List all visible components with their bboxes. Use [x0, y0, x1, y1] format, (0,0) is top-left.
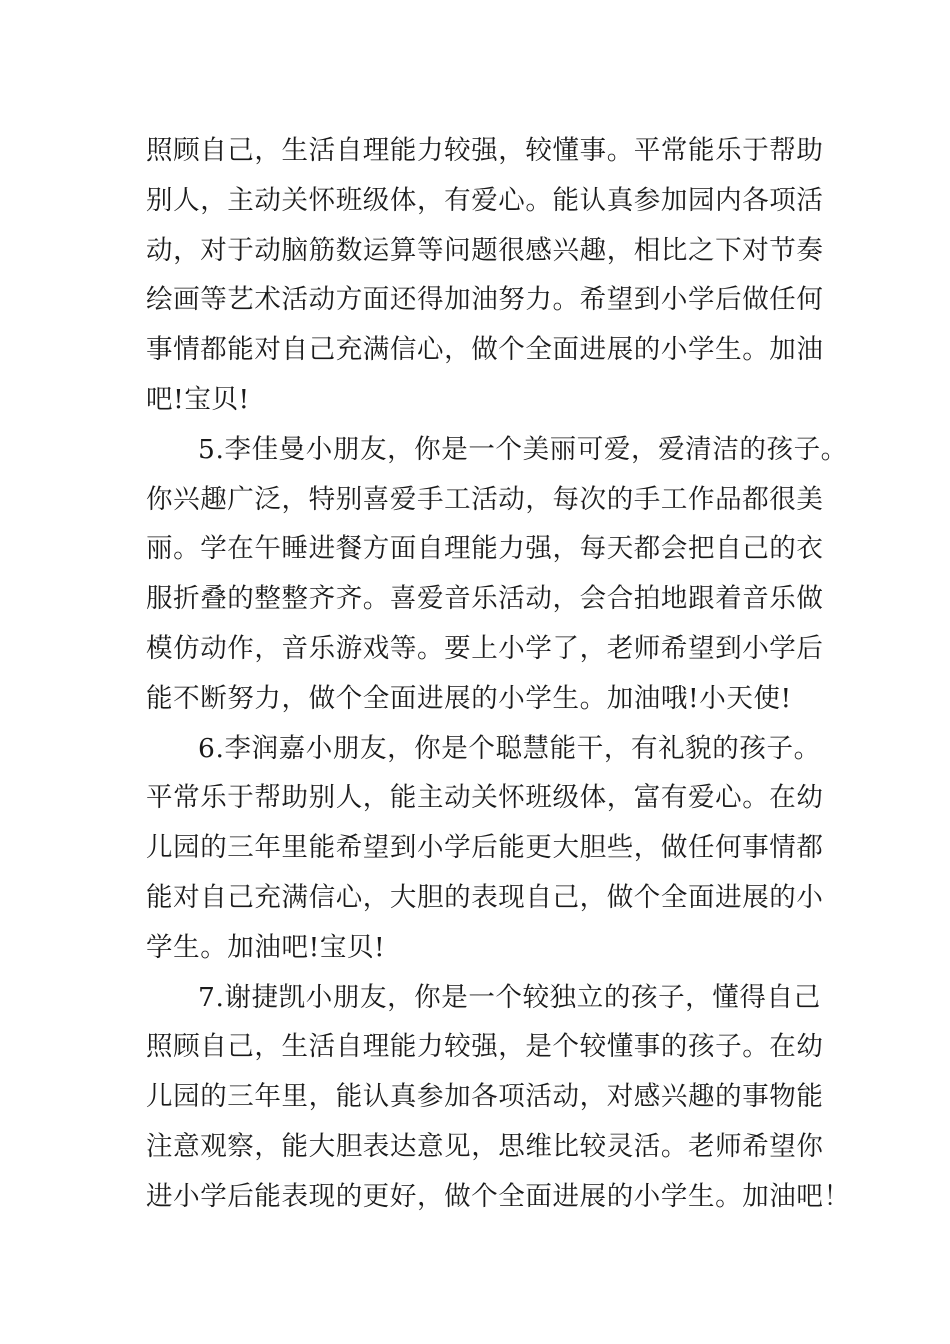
text-line: 绘画等艺术活动方面还得加油努力。希望到小学后做任何 [146, 284, 824, 316]
paragraph-start-5: 5.李佳曼小朋友，你是一个美丽可爱，爱清洁的孩子。 [198, 433, 848, 465]
text-line: 照顾自己，生活自理能力较强，较懂事。平常能乐于帮助 [146, 135, 824, 166]
text-line: 服折叠的整整齐齐。喜爱音乐活动，会合拍地跟着音乐做 [146, 583, 824, 615]
text-line: 事情都能对自己充满信心，做个全面进展的小学生。加油 [146, 334, 824, 366]
text-line: 模仿动作，音乐游戏等。要上小学了，老师希望到小学后 [146, 632, 824, 664]
document-body [146, 126, 851, 1222]
text-line: 儿园的三年里，能认真参加各项活动，对感兴趣的事物能 [146, 1081, 824, 1113]
text-line: 注意观察，能大胆表达意见，思维比较灵活。老师希望你 [146, 1130, 824, 1162]
paragraph-start-6: 6.李润嘉小朋友，你是个聪慧能干，有礼貌的孩子。 [198, 732, 821, 764]
text-line: 平常乐于帮助别人，能主动关怀班级体，富有爱心。在幼 [146, 782, 824, 814]
text-line: 丽。学在午睡进餐方面自理能力强，每天都会把自己的衣 [146, 533, 824, 565]
paragraph-start-7: 7.谢捷凯小朋友，你是一个较独立的孩子，懂得自己 [198, 981, 821, 1013]
text-line: 学生。加油吧!宝贝! [146, 931, 386, 963]
text-line: 别人，主动关怀班级体，有爱心。能认真参加园内各项活 [146, 184, 824, 216]
text-line: 你兴趣广泛，特别喜爱手工活动，每次的手工作品都很美 [146, 483, 824, 515]
text-line: 儿园的三年里能希望到小学后能更大胆些，做任何事情都 [146, 832, 824, 864]
text-line: 进小学后能表现的更好，做个全面进展的小学生。加油吧！ [146, 1180, 851, 1212]
text-line: 能对自己充满信心，大胆的表现自己，做个全面进展的小 [146, 881, 824, 913]
text-line: 吧!宝贝! [146, 383, 250, 415]
text-line: 动，对于动脑筋数运算等问题很感兴趣，相比之下对节奏 [146, 234, 824, 266]
text-line: 照顾自己，生活自理能力较强，是个较懂事的孩子。在幼 [146, 1031, 824, 1063]
text-line: 能不断努力，做个全面进展的小学生。加油哦!小天使! [146, 682, 792, 714]
